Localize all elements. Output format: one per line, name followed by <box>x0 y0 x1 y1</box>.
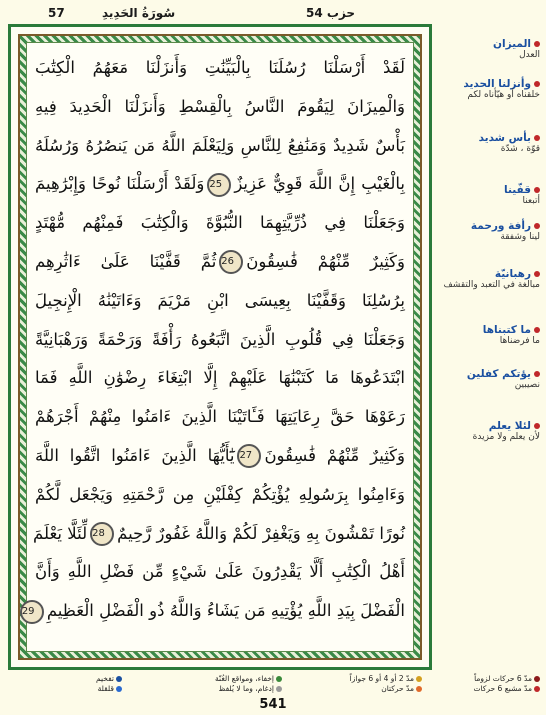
glossary-entry <box>438 220 540 242</box>
ayah-number-marker: 26 <box>219 250 243 274</box>
header-page-number: 57 <box>48 6 65 20</box>
glossary-definition: أتبعنا <box>522 196 540 206</box>
legend-item <box>218 684 282 693</box>
legend-label: مدّ حركتان <box>381 684 414 693</box>
glossary-entry <box>438 268 540 290</box>
ayah-text: وَجَعَلْنَا فِي ذُرِّيَّتِهِمَا النُّبُوَّةَ وَالْكِتَٰبَ فَمِنْهُم مُّهْتَدٍ <box>35 213 405 233</box>
ayah-text: الْفَضْلَ بِيَدِ اللَّهِ يُؤْتِيهِ مَن يَشَاءُ وَاللَّهُ ذُو الْفَضْلِ الْعَظِيمِ <box>46 601 405 621</box>
legend-label: مدّ مشبع 6 حركات <box>473 684 532 693</box>
ayah-text: ثُمَّ قَفَّيْنَا عَلَىٰ ءَاثَٰرِهِم <box>35 251 217 271</box>
color-dot-icon <box>416 676 422 682</box>
color-dot-icon <box>276 676 282 682</box>
glossary-definition: خلقناه أو هيّأناه لكم <box>467 90 540 100</box>
ayah-text: بَأْسٌ شَدِيدٌ وَمَنَٰفِعُ لِلنَّاسِ وَلِيَعْلَمَ اللَّهُ مَن يَنصُرُهُ وَرُسُلَهُ <box>35 135 405 155</box>
glossary-entry <box>438 132 540 154</box>
ayah-text: يَٰٓأَيُّهَا الَّذِينَ ءَامَنُوا اتَّقُوا اللَّهَ <box>35 445 235 465</box>
glossary-term: لئلا يعلم <box>438 420 540 432</box>
legend-item <box>350 674 422 683</box>
glossary-definition: نصيبين <box>514 380 540 390</box>
glossary-entry <box>438 420 540 442</box>
glossary-definition: العدل <box>519 50 540 60</box>
legend-item <box>474 674 540 683</box>
ayah-text: أَهْلُ الْكِتَٰبِ أَلَّا يَقْدِرُونَ عَلَىٰ شَيْءٍ مِّن فَضْلِ اللَّهِ وَأَنَّ <box>35 562 405 582</box>
legend-item <box>381 684 422 693</box>
bullet-icon <box>534 423 540 429</box>
legend-item <box>215 674 282 683</box>
glossary-definition: لينا وشفقة <box>500 232 540 242</box>
glossary-definition: قوّة ، شدّة <box>500 144 540 154</box>
glossary-term: ما كتبناها <box>438 324 540 336</box>
glossary-definition: ما فرضناها <box>499 336 540 346</box>
decorative-border <box>18 34 422 660</box>
glossary-definition: لأن يعلم ولا مزيدة <box>472 432 540 442</box>
ayah-line <box>35 282 405 321</box>
bullet-icon <box>534 187 540 193</box>
bullet-icon <box>534 81 540 87</box>
ayah-line <box>35 359 405 398</box>
glossary-term: وأنزلنا الحديد <box>438 78 540 90</box>
ayah-text: وَكَثِيرٌ مِّنْهُمْ فَٰسِقُونَ <box>246 251 405 271</box>
bullet-icon <box>534 135 540 141</box>
legend-item <box>98 684 122 693</box>
legend-label: تفخيم <box>96 674 114 683</box>
ayah-text: بِالْغَيْبِ إِنَّ اللَّهَ قَوِيٌّ عَزِيزٌ <box>234 174 405 194</box>
legend-label: مدّ 6 حركات لزوماً <box>474 674 532 683</box>
legend-item <box>96 674 122 683</box>
ayah-line <box>35 437 405 476</box>
ayah-text: وَكَثِيرٌ مِّنْهُمْ فَٰسِقُونَ <box>264 445 405 465</box>
quran-text <box>21 42 414 652</box>
glossary-term: بأس شديد <box>438 132 540 144</box>
ayah-line <box>35 127 405 166</box>
ayah-text: وَالْمِيزَانَ لِيَقُومَ النَّاسُ بِالْقِسْطِ وَأَنزَلْنَا الْحَدِيدَ فِيهِ <box>35 96 405 116</box>
ayah-text: نُورًا تَمْشُونَ بِهِ وَيَغْفِرْ لَكُمْ وَاللَّهُ غَفُورٌ رَّحِيمٌ <box>117 523 405 543</box>
color-dot-icon <box>276 686 282 692</box>
glossary-entry <box>438 324 540 346</box>
ayah-text: وَلَقَدْ أَرْسَلْنَا نُوحًا وَإِبْرَٰهِيمَ <box>35 174 205 194</box>
legend-item <box>473 684 540 693</box>
legend-label: إدغام، وما لا يُلفظ <box>218 684 274 693</box>
color-dot-icon <box>534 676 540 682</box>
ayah-text: وَءَامِنُوا بِرَسُولِهِ يُؤْتِكُمْ كِفْلَيْنِ مِن رَّحْمَتِهِ وَيَجْعَل لَّكُمْ <box>35 484 405 504</box>
page-header <box>6 4 540 24</box>
ayah-line <box>35 515 405 554</box>
color-dot-icon <box>116 686 122 692</box>
ayah-line <box>35 398 405 437</box>
ayah-text: وَجَعَلْنَا فِي قُلُوبِ الَّذِينَ اتَّبَعُوهُ رَأْفَةً وَرَحْمَةً وَرَهْبَانِيَّةً <box>35 329 405 349</box>
bullet-icon <box>534 223 540 229</box>
glossary-term: قفّينا <box>438 184 540 196</box>
ayah-line <box>35 204 405 243</box>
glossary-definition: مبالغة في التعبد والتقشف <box>443 280 540 290</box>
hizb-label: حزب 54 <box>306 6 356 20</box>
bullet-icon <box>534 271 540 277</box>
glossary-entry <box>438 368 540 390</box>
bullet-icon <box>534 371 540 377</box>
glossary-entry <box>438 38 540 60</box>
color-dot-icon <box>116 676 122 682</box>
glossary-term: الميزان <box>438 38 540 50</box>
glossary-term: رهبانيّة <box>438 268 540 280</box>
ayah-line <box>35 553 405 592</box>
ayah-number-marker: 28 <box>90 522 114 546</box>
margin-glossary <box>436 24 542 670</box>
ayah-line <box>21 592 405 631</box>
ayah-line <box>35 165 405 204</box>
glossary-entry <box>438 78 540 100</box>
legend-label: مدّ 2 أو 4 أو 6 جوازاً <box>349 674 414 683</box>
ayah-text: ابْتَدَعُوهَا مَا كَتَبْنَٰهَا عَلَيْهِمْ إِلَّا ابْتِغَاءَ رِضْوَٰنِ اللَّهِ فَمَا <box>35 368 405 388</box>
page-number: 541 <box>259 697 287 712</box>
glossary-term: يؤتكم كفلين <box>438 368 540 380</box>
color-dot-icon <box>416 686 422 692</box>
bullet-icon <box>534 327 540 333</box>
ayah-line <box>35 321 405 360</box>
glossary-entry <box>438 184 540 206</box>
ayah-text: لِّئَلَّا يَعْلَمَ <box>33 523 88 543</box>
ayah-line <box>35 88 405 127</box>
ayah-line <box>35 243 405 282</box>
ayah-text: بِرُسُلِنَا وَقَفَّيْنَا بِعِيسَى ابْنِ مَرْيَمَ وَءَاتَيْنَٰهُ الْإِنجِيلَ <box>35 290 405 310</box>
ayah-number-marker: 29 <box>20 600 44 624</box>
ayah-number-marker: 25 <box>207 173 231 197</box>
ayah-line <box>35 476 405 515</box>
glossary-term: رأفة ورحمة <box>438 220 540 232</box>
ayah-text: لَقَدْ أَرْسَلْنَا رُسُلَنَا بِالْبَيِّنَٰتِ وَأَنزَلْنَا مَعَهُمُ الْكِتَٰبَ <box>35 58 405 77</box>
legend-label: إخفاء، ومواقع الغُنّة <box>215 674 274 683</box>
tajweed-legend <box>8 674 542 694</box>
bullet-icon <box>534 41 540 47</box>
surah-name: سُورَةُ الحَدِيدِ <box>102 6 176 20</box>
legend-label: قلقلة <box>97 684 114 693</box>
text-frame <box>8 24 432 670</box>
ayah-number-marker: 27 <box>237 444 261 468</box>
ayah-text: رَعَوْهَا حَقَّ رِعَايَتِهَا فَـَٔاتَيْنَا الَّذِينَ ءَامَنُوا مِنْهُمْ أَجْرَهُمْ <box>35 407 405 427</box>
ayah-line <box>35 49 405 88</box>
color-dot-icon <box>534 686 540 692</box>
